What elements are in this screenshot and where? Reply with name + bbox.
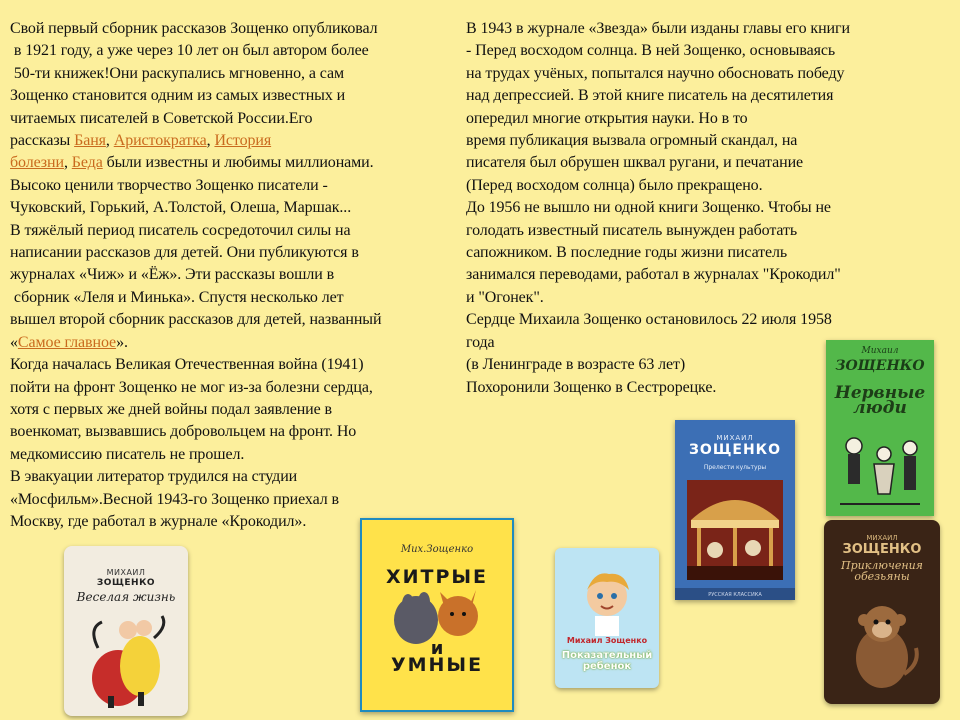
link-aristokratka[interactable]: Аристократка <box>113 132 207 150</box>
cover-title: Нервные люди <box>834 383 926 418</box>
book-cover-priklyucheniya-obezyany <box>824 520 940 704</box>
text-line: Зощенко становится одним из самых известных и <box>10 87 346 105</box>
cover-title-3: УМНЫЕ <box>390 654 484 676</box>
text-line: хотя с первых же дней войны подал заявление в <box>10 400 332 418</box>
link-banya[interactable]: Баня <box>74 132 106 150</box>
cover-author-last: ЗОЩЕНКО <box>688 442 782 458</box>
text-line: В тяжёлый период писатель сосредоточил силы на <box>10 221 351 239</box>
text-line: - Перед восходом солнца. В ней Зощенко, основываясь <box>466 42 836 60</box>
book-cover-veselaya-zhizn <box>64 546 188 716</box>
carousel-illustration <box>687 480 783 580</box>
text-line: пойти на фронт Зощенко не мог из-за болезни сердца, <box>10 378 373 396</box>
animals-illustration <box>386 586 486 646</box>
text-fragment: , <box>63 154 72 172</box>
text-line: читаемых писателей в Советской России.Его <box>10 109 313 127</box>
cover-author-first: Михаил <box>861 346 899 356</box>
text-fragment: « <box>10 333 18 351</box>
text-line: (в Ленинграде в возрасте 63 лет) <box>466 356 686 374</box>
text-line: и "Огонек". <box>466 288 544 306</box>
cover-author: Мих.Зощенко <box>400 544 474 555</box>
text-line: написании рассказов для детей. Они публикуются в <box>10 244 359 262</box>
left-text-column <box>10 18 458 533</box>
text-line: в 1921 году, а уже через 10 лет он был автором более <box>10 42 369 60</box>
cover-author-last: ЗОЩЕНКО <box>835 358 925 374</box>
cover-author-first: МИХАИЛ <box>716 434 754 442</box>
text-line: «Мосфильм».Весной 1943-го Зощенко приехал в <box>10 490 339 508</box>
text-line: писателя был обрушен шквал ругани, и печатание <box>466 154 804 172</box>
text-line: Высоко ценили творчество Зощенко писатели - <box>10 176 328 194</box>
dancers-illustration <box>78 608 174 708</box>
text-line: время публикация вызвала огромный скандал, на <box>466 132 798 150</box>
monkey-illustration <box>842 594 922 694</box>
link-istoriya-bolezni[interactable]: История <box>214 132 272 150</box>
text-line: (Перед восходом солнца) было прекращено. <box>466 176 763 194</box>
text-line-with-links <box>10 332 458 354</box>
text-line: занимался переводами, работал в журналах "Крокодил" <box>466 266 841 284</box>
text-fragment: , <box>105 132 114 150</box>
text-line: Похоронили Зощенко в Сестрорецке. <box>466 378 717 396</box>
text-line: журналах «Чиж» и «Ёж». Эти рассказы вошли в <box>10 266 335 284</box>
cover-author: Михаил Зощенко <box>566 636 648 645</box>
text-line: на трудах учёных, попытался научно обосновать победу <box>466 64 845 82</box>
text-line: опередил многие открытия науки. Но в то <box>466 109 748 127</box>
book-cover-hitrye-i-umnye <box>360 518 514 712</box>
book-cover-nervnye-lyudi <box>826 340 934 516</box>
text-fragment: рассказы <box>10 132 75 150</box>
text-line-with-links <box>10 152 458 174</box>
text-line-with-links <box>10 130 458 152</box>
cover-author-first: МИХАИЛ <box>106 568 146 577</box>
boy-illustration <box>575 566 639 636</box>
text-line: сборник «Леля и Минька». Спустя несколько лет <box>10 288 344 306</box>
cover-author-last: ЗОЩЕНКО <box>842 542 922 557</box>
text-line: Чуковский, Горький, А.Толстой, Олеша, Маршак... <box>10 199 352 217</box>
cover-title: Прелести культуры <box>703 464 767 471</box>
cover-title: Приключения обезьяны <box>841 559 923 583</box>
text-line: Свой первый сборник рассказов Зощенко опубликовал <box>10 20 378 37</box>
link-beda[interactable]: Беда <box>71 154 103 172</box>
cover-author-first: МИХАИЛ <box>866 534 898 542</box>
text-line: До 1956 не вышло ни одной книги Зощенко. Чтобы не <box>466 199 831 217</box>
text-line: военкомат, вызвавшись добровольцем на фронт. Но <box>10 423 357 441</box>
text-line: Когда началась Великая Отечественная война (1941) <box>10 356 364 374</box>
text-line: Москву, где работал в журнале «Крокодил». <box>10 512 307 530</box>
text-line: медкомиссию писатель не прошел. <box>10 445 245 463</box>
link-istoriya-bolezni-cont[interactable]: болезни <box>10 154 64 172</box>
text-fragment: ». <box>116 333 128 351</box>
people-illustration <box>834 424 926 510</box>
cover-title-2: и <box>430 638 444 659</box>
text-line: года <box>466 333 495 351</box>
text-line: голодать известный писатель вынужден работать <box>466 221 798 239</box>
link-samoe-glavnoe[interactable]: Самое главное <box>17 333 117 351</box>
cover-title: Показательный ребенок <box>561 650 653 672</box>
text-line: Сердце Михаила Зощенко остановилось 22 июля 1958 <box>466 311 832 329</box>
text-line: сапожником. В последние годы жизни писатель <box>466 244 788 262</box>
text-line: В эвакуации литератор трудился на студии <box>10 468 298 486</box>
book-cover-pokazatelnyi-rebenok <box>555 548 659 688</box>
cover-title: Веселая жизнь <box>76 590 176 604</box>
text-fragment: были известны и любимы миллионами. <box>102 154 374 172</box>
text-line: вышел второй сборник рассказов для детей, названный <box>10 311 382 329</box>
book-cover-prelesti-kultury <box>675 420 795 600</box>
text-line: В 1943 в журнале «Звезда» были изданы главы его книги <box>466 20 850 37</box>
text-fragment: , <box>206 132 215 150</box>
cover-title-1: ХИТРЫЕ <box>385 566 489 588</box>
cover-author-last: ЗОЩЕНКО <box>96 578 156 588</box>
text-line: 50-ти книжек!Они раскупались мгновенно, а сам <box>10 64 344 82</box>
text-line: над депрессией. В этой книге писатель на десятилетия <box>466 87 834 105</box>
cover-series: РУССКАЯ КЛАССИКА <box>708 592 762 598</box>
